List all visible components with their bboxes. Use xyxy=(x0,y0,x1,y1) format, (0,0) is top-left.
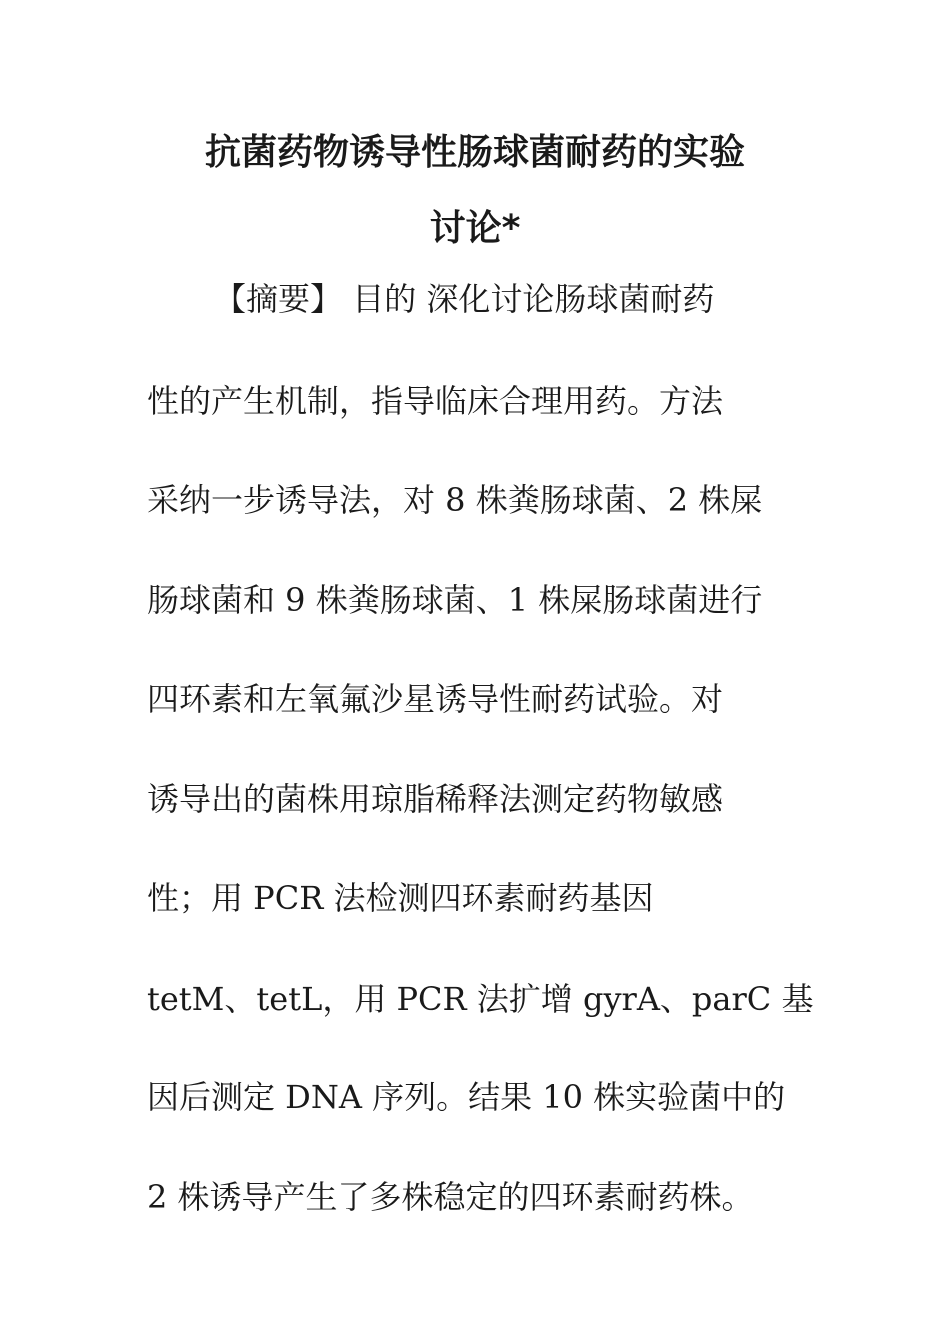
abstract-line-1 xyxy=(214,279,714,319)
abstract-line-8: tetM、tetL，用 PCR 法扩增 gyrA、parC 基 xyxy=(147,980,814,1018)
abstract-line-5: 四环素和左氧氟沙星诱导性耐药试验。对 xyxy=(147,680,724,718)
abstract-line-3: 采纳一步诱导法，对 8 株粪肠球菌、2 株屎 xyxy=(147,481,763,519)
abstract-line-9: 因后测定 DNA 序列。结果 10 株实验菌中的 xyxy=(147,1078,786,1116)
abstract-line-10: 2 株诱导产生了多株稳定的四环素耐药株。 xyxy=(147,1178,754,1216)
abstract-line-2: 性的产生机制，指导临床合理用药。方法 xyxy=(147,382,724,420)
document-title-line-1: 抗菌药物诱导性肠球菌耐药的实验 xyxy=(204,132,745,173)
abstract-label: 【摘要】 xyxy=(214,280,343,318)
abstract-line-7: 性；用 PCR 法检测四环素耐药基因 xyxy=(147,879,654,917)
abstract-line-4: 肠球菌和 9 株粪肠球菌、1 株屎肠球菌进行 xyxy=(147,581,763,619)
document-title-line-2: 讨论* xyxy=(429,208,521,249)
abstract-text: 目的 深化讨论肠球菌耐药 xyxy=(342,280,715,318)
abstract-line-6: 诱导出的菌株用琼脂稀释法测定药物敏感 xyxy=(147,780,724,818)
